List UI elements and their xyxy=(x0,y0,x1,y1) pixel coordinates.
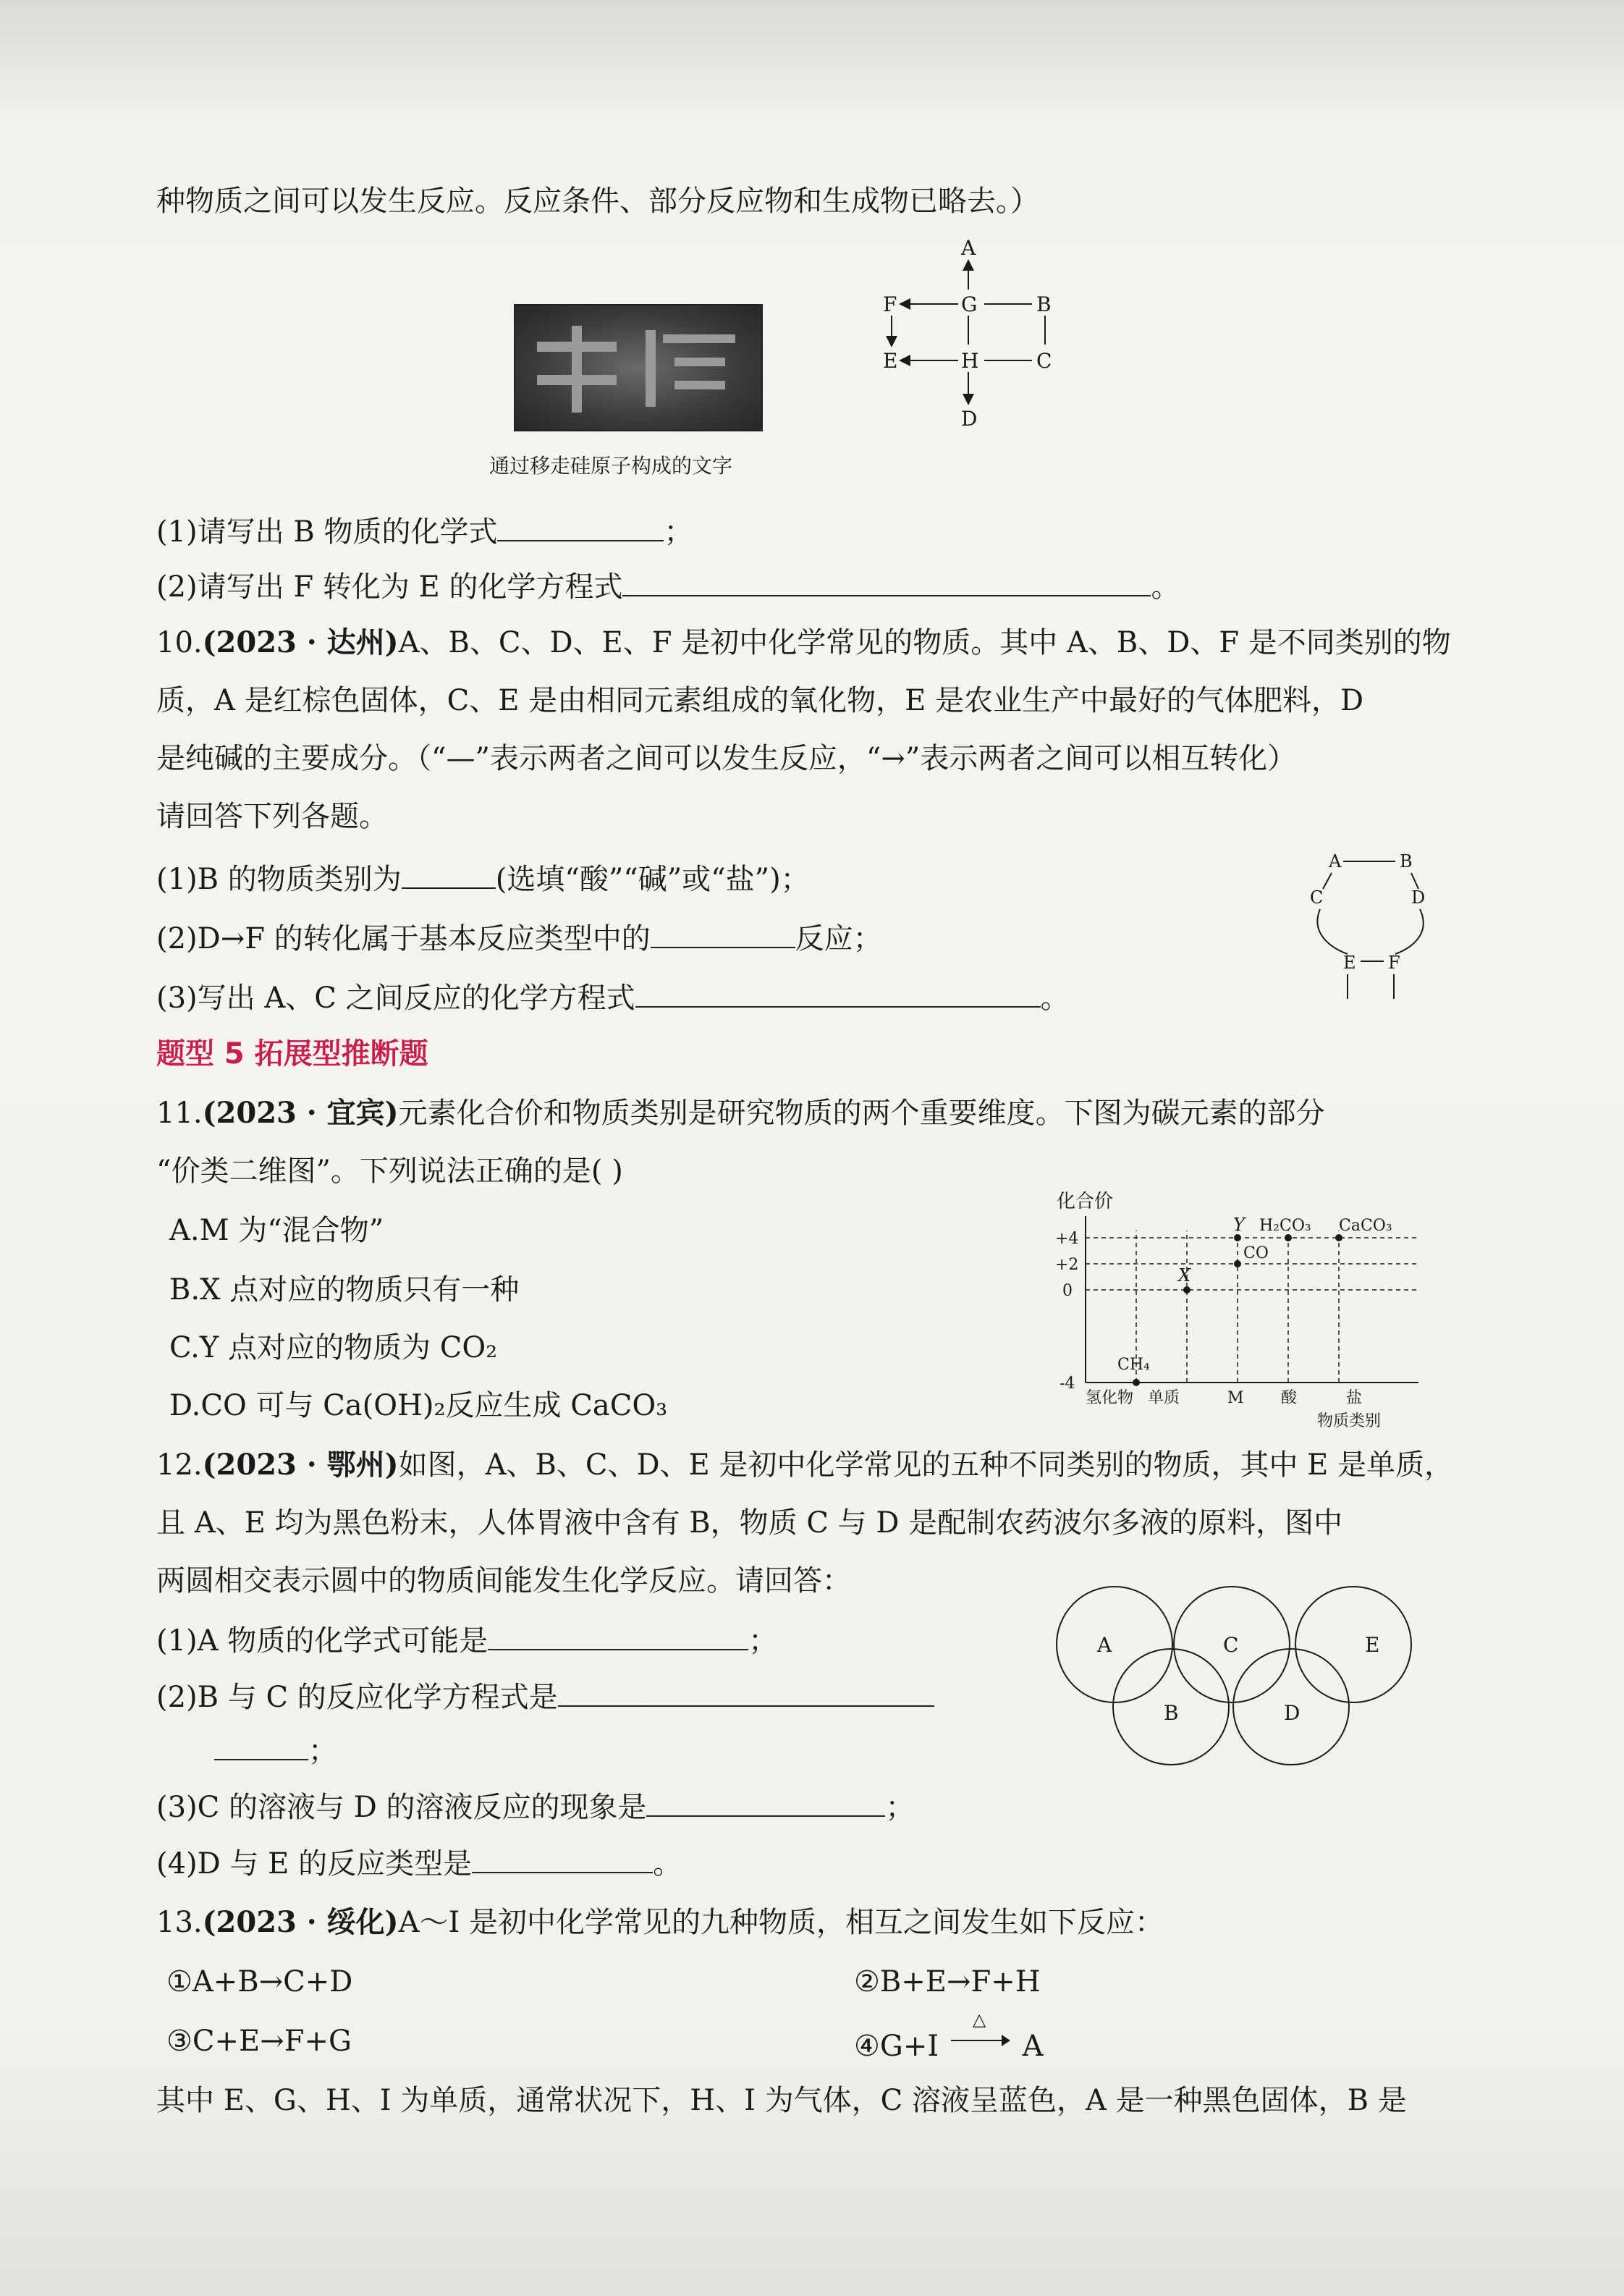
q10-blank-1[interactable] xyxy=(402,863,496,889)
photo-caption: 通过移走硅原子构成的文字 xyxy=(489,454,733,478)
q12-line2: 且 A、E 均为黑色粉末，人体胃液中含有 B，物质 C 与 D 是配制农药波尔多液的原料，图中 xyxy=(156,1506,1343,1540)
ytick-zero: 0 xyxy=(1062,1282,1073,1300)
q10-blank-2[interactable] xyxy=(651,922,795,948)
ytick-plus2: +2 xyxy=(1055,1256,1079,1274)
label-caco3: CaCO₃ xyxy=(1339,1217,1392,1235)
q13-reaction-4: ④G+I △ A xyxy=(854,2009,1044,2063)
q12-sub3: (3)C 的溶液与 D 的溶液反应的现象是 ； xyxy=(156,1791,915,1824)
q10-line4: 请回答下列各题。 xyxy=(156,800,388,833)
q9-relation-diagram xyxy=(868,232,1086,449)
point-caco3 xyxy=(1335,1234,1342,1241)
node-f: F xyxy=(1388,953,1400,973)
q11-option-c[interactable]: C.Y 点对应的物质为 CO₂ xyxy=(169,1331,498,1364)
circle-label-d: D xyxy=(1284,1701,1301,1725)
line-a-c xyxy=(1323,873,1332,889)
q12-sub2: (2)B 与 C 的反应化学方程式是 xyxy=(156,1681,934,1712)
q9-blank-2[interactable] xyxy=(622,570,1151,596)
line-c-e xyxy=(1317,909,1348,954)
circle-a xyxy=(1057,1587,1172,1702)
intro-line: 种物质之间可以发生反应。反应条件、部分反应物和生成物已略去。） xyxy=(156,185,1039,218)
node-d: D xyxy=(1411,887,1426,908)
q9-sub1: (1)请写出 B 物质的化学式 ； xyxy=(156,515,693,549)
circle-label-e: E xyxy=(1365,1633,1380,1657)
node-e: E xyxy=(1343,953,1356,973)
q12-blank-2b[interactable] xyxy=(214,1734,308,1760)
q10-sub3: (3)写出 A、C 之间反应的化学方程式 。 xyxy=(156,982,1070,1015)
q11-valence-chart xyxy=(1042,1187,1447,1433)
q11-option-d[interactable]: D.CO 可与 Ca(OH)₂反应生成 CaCO₃ xyxy=(169,1389,668,1422)
q10-line2: 质，A 是红棕色固体，C、E 是由相同元素组成的氧化物，E 是农业生产中最好的气体肥料，D xyxy=(156,684,1364,717)
xtick-salt: 盐 xyxy=(1346,1389,1363,1407)
node-a: A xyxy=(961,236,976,260)
q11-line2: “价类二维图”。下列说法正确的是( ) xyxy=(156,1155,623,1188)
silicon-atom-text-photo xyxy=(514,304,763,431)
q12-circles-diagram xyxy=(1042,1585,1462,1773)
q9-sub2: (2)请写出 F 转化为 E 的化学方程式 。 xyxy=(156,570,1180,604)
chart-xlabel: 物质类别 xyxy=(1317,1412,1382,1430)
ytick-minus4: -4 xyxy=(1060,1375,1075,1393)
q12-sub4: (4)D 与 E 的反应类型是 。 xyxy=(156,1847,682,1881)
node-d: D xyxy=(961,407,978,431)
q11-option-a[interactable]: A.M 为“混合物” xyxy=(169,1214,384,1247)
line-d-f xyxy=(1395,909,1424,954)
point-h2co3 xyxy=(1285,1234,1292,1241)
q13-line1: 13.(2023 · 绥化)A～I 是初中化学常见的九种物质，相互之间发生如下反应： xyxy=(156,1905,1164,1939)
q13-reaction-1: ①A+B→C+D xyxy=(166,1965,353,1999)
q10-blank-3[interactable] xyxy=(635,982,1041,1008)
node-h: H xyxy=(961,349,979,373)
q10-sub1: (1)B 的物质类别为 (选填“酸”“碱”或“盐”)； xyxy=(156,863,810,896)
circle-label-c: C xyxy=(1223,1633,1239,1657)
point-x xyxy=(1183,1286,1190,1293)
q11-line1: 11.(2023 · 宜宾)元素化合价和物质类别是研究物质的两个重要维度。下图为碳元素的部分 xyxy=(156,1096,1325,1130)
label-ch4: CH₄ xyxy=(1117,1356,1150,1374)
q12-blank-2[interactable] xyxy=(558,1681,934,1707)
q10-sub2: (2)D→F 的转化属于基本反应类型中的 反应； xyxy=(156,922,882,955)
label-co: CO xyxy=(1243,1244,1269,1262)
q12-blank-4[interactable] xyxy=(472,1847,653,1873)
node-b: B xyxy=(1400,851,1413,871)
q10-relation-diagram xyxy=(1303,847,1447,1013)
node-f: F xyxy=(883,292,897,316)
q13-reaction-2: ②B+E→F+H xyxy=(854,1965,1041,1999)
point-ch4 xyxy=(1133,1379,1140,1386)
q11-option-b[interactable]: B.X 点对应的物质只有一种 xyxy=(169,1273,520,1307)
q12-blank-3[interactable] xyxy=(646,1791,885,1817)
q12-line1: 12.(2023 · 鄂州)如图，A、B、C、D、E 是初中化学常见的五种不同类别的物质，其中 E 是单质， xyxy=(156,1448,1454,1482)
q10-line3: 是纯碱的主要成分。（“—”表示两者之间可以发生反应，“→”表示两者之间可以相互转化） xyxy=(156,742,1297,775)
label-x: X xyxy=(1178,1265,1191,1286)
xtick-hydride: 氢化物 xyxy=(1086,1389,1134,1407)
point-y xyxy=(1234,1234,1241,1241)
circle-e xyxy=(1295,1587,1411,1702)
line-b-d xyxy=(1411,873,1418,889)
q12-line3: 两圆相交表示圆中的物质间能发生化学反应。请回答： xyxy=(156,1564,851,1598)
q12-sub1: (1)A 物质的化学式可能是 ； xyxy=(156,1624,778,1658)
node-c: C xyxy=(1036,349,1052,373)
circle-label-b: B xyxy=(1164,1701,1179,1725)
label-h2co3: H₂CO₃ xyxy=(1259,1217,1311,1235)
xtick-element: 单质 xyxy=(1148,1389,1180,1407)
q13-reaction-3: ③C+E→F+G xyxy=(166,2025,352,2058)
xtick-acid: 酸 xyxy=(1281,1389,1298,1407)
q10-line1: 10.(2023 · 达州)A、B、C、D、E、F 是初中化学常见的物质。其中 A、B、D、F 是不同类别的物 xyxy=(156,625,1451,659)
node-g: G xyxy=(961,292,978,316)
heat-symbol: △ xyxy=(972,2009,986,2030)
chart-ylabel: 化合价 xyxy=(1057,1191,1114,1212)
node-a: A xyxy=(1329,851,1342,871)
node-e: E xyxy=(883,349,898,373)
section-title: 题型 5 拓展型推断题 xyxy=(156,1037,428,1071)
point-co xyxy=(1234,1260,1241,1267)
xtick-m: M xyxy=(1227,1389,1244,1407)
q12-sub2-cont: ； xyxy=(214,1734,337,1765)
q13-last-line: 其中 E、G、H、I 为单质，通常状况下，H、I 为气体，C 溶液呈蓝色，A 是一种黑色固体，B 是 xyxy=(156,2084,1407,2117)
ytick-plus4: +4 xyxy=(1055,1230,1079,1248)
label-y: Y xyxy=(1233,1215,1245,1235)
node-b: B xyxy=(1036,292,1052,316)
q9-blank-1[interactable] xyxy=(497,515,664,541)
heating-arrow xyxy=(948,2009,1013,2056)
circle-label-a: A xyxy=(1097,1633,1112,1657)
q12-blank-1[interactable] xyxy=(488,1624,748,1650)
node-c: C xyxy=(1310,887,1324,908)
